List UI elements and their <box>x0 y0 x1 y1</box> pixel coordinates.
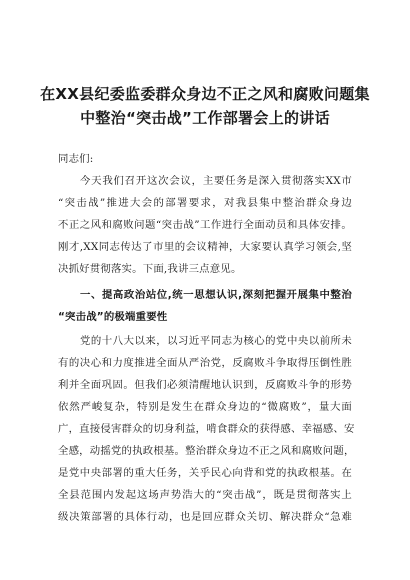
document-title-line-1: 在XX县纪委监委群众身边不正之风和腐败问题集 <box>40 85 370 103</box>
intro-line: 决抓好贯彻落实。下面,我讲三点意见。 <box>58 263 242 275</box>
body-line: 是党中央部署的重大任务，关乎民心向背和党的执政根基。在 <box>58 467 352 479</box>
section-heading-line: 一、提高政治站位,统一思想认识,深刻把握开展集中整治 <box>80 289 352 301</box>
body-line: 全县范围内发起这场声势浩大的“突击战”，既是贯彻落实上 <box>58 489 352 501</box>
body-line: 依然严峻复杂，特别是发生在群众身边的“微腐败”，量大面 <box>58 401 352 413</box>
section-heading-line: “突击战”的极端重要性 <box>58 311 168 323</box>
body-line: 全感，动摇党的执政根基。整治群众身边不正之风和腐败问题， <box>58 445 355 457</box>
body-line: 党的十八大以来，以习近平同志为核心的党中央以前所未 <box>80 335 352 347</box>
intro-line: 刚才,XX同志传达了市里的会议精神，大家要认真学习领会,坚 <box>58 241 352 253</box>
intro-line: 今天我们召开这次会议，主要任务是深入贯彻落实XX市 <box>80 175 352 187</box>
intro-line: 不正之风和腐败问题“突击战”工作进行全面动员和具体安排。 <box>58 219 352 231</box>
body-line: 广，直接侵害群众的切身利益，啃食群众的获得感、幸福感、安 <box>58 423 355 435</box>
body-line: 利并全面巩固。但我们必须清醒地认识到，反腐败斗争的形势 <box>58 379 352 391</box>
body-line: 级决策部署的具体行动，也是回应群众关切、解决群众“急难 <box>58 511 352 523</box>
body-line: 有的决心和力度推进全面从严治党，反腐败斗争取得压倒性胜 <box>58 357 352 369</box>
document-title-line-2: 中整治“突击战”工作部署会上的讲话 <box>80 109 330 127</box>
greeting: 同志们: <box>58 153 94 165</box>
intro-line: “突击战”推进大会的部署要求，对我县集中整治群众身边 <box>58 197 352 209</box>
